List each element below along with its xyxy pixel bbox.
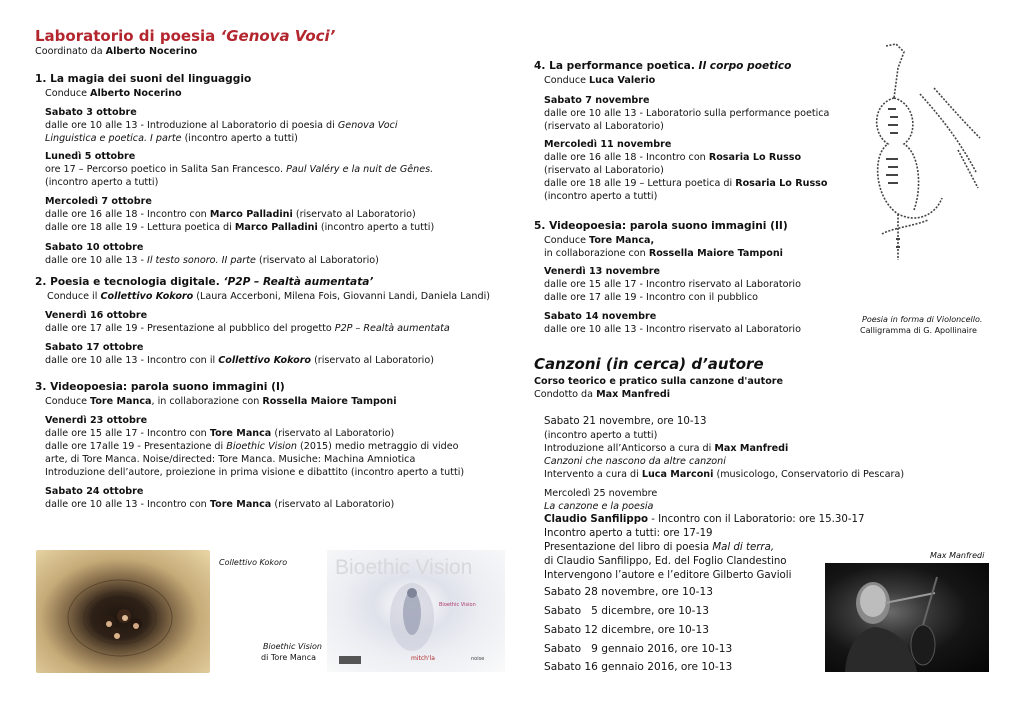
- canzoni-text: (musicologo, Conservatorio di Pescara): [713, 469, 905, 480]
- event-date: Venerdì 16 ottobre: [45, 310, 148, 321]
- event-text: dalle ore 18 alle 19 - Lettura poetica di: [45, 222, 235, 233]
- caption-max-manfredi: Max Manfredi: [930, 551, 985, 560]
- event-text: dalle ore 17alle 19 - Presentazione di: [45, 441, 227, 452]
- event-date: Lunedì 5 ottobre: [45, 151, 136, 162]
- canzoni-line: Intervengono l’autore e l’editore Gilberto Gavioli: [544, 570, 792, 581]
- event-date: Sabato 17 ottobre: [45, 342, 144, 353]
- heading-italic: ‘P2P – Realtà aumentata’: [223, 276, 374, 288]
- event-person: Marco Palladini: [209, 209, 293, 220]
- poster-watermark: Bioethic Vision: [335, 556, 473, 579]
- event-text: dalle ore 15 alle 17 - Incontro con: [45, 428, 210, 439]
- event-text: (riservato al Laboratorio): [271, 428, 395, 439]
- event-line: [45, 120, 398, 132]
- canzoni-line: [544, 469, 904, 481]
- coordinator-name: Alberto Nocerino: [105, 46, 198, 57]
- collettivo-kokoro-photo: [36, 550, 210, 673]
- event-text: ore 17 – Percorso poetico in Salita San Francesco.: [45, 164, 287, 175]
- page-title: [35, 27, 335, 45]
- canzoni-conductor: [534, 389, 670, 401]
- canzoni-date: Sabato 12 dicembre, ore 10-13: [544, 624, 709, 636]
- conduce-name: Collettivo Kokoro: [100, 291, 194, 302]
- canzoni-person: Luca Marconi: [641, 469, 714, 480]
- title-text: Laboratorio di poesia: [35, 27, 221, 45]
- conduce-label: Conduce: [544, 75, 590, 86]
- event-text: dalle ore 10 alle 13 - Incontro con il: [45, 355, 219, 366]
- event-date: Sabato 10 ottobre: [45, 242, 144, 253]
- kokoro-photo-figures: [36, 550, 210, 673]
- section-3-heading: 3. Videopoesia: parola suono immagini (I): [35, 381, 285, 393]
- event-line: [45, 323, 450, 335]
- event-line: Introduzione dell’autore, proiezione in prima visione e dibattito (incontro aperto a tutti): [45, 467, 465, 478]
- event-person: Collettivo Kokoro: [218, 355, 312, 366]
- section-1-heading: 1. La magia dei suoni del linguaggio: [35, 73, 252, 85]
- event-line: [45, 209, 416, 221]
- event-date: Mercoledì 11 novembre: [544, 139, 672, 150]
- event-person: Rosaria Lo Russo: [708, 152, 802, 163]
- event-text: (riservato al Laboratorio): [311, 355, 434, 366]
- event-line: [45, 428, 394, 440]
- event-line: [45, 255, 379, 267]
- event-text: (riservato al Laboratorio): [271, 499, 395, 510]
- canzoni-line: Incontro aperto a tutti: ore 17-19: [544, 528, 713, 539]
- section-4-conduce: [544, 75, 655, 87]
- coordinator-line: [35, 46, 197, 58]
- event-text: (incontro aperto a tutti): [181, 133, 298, 144]
- conductor-label: Condotto da: [534, 389, 597, 400]
- caption-bioethic-author: di Tore Manca: [261, 653, 317, 662]
- event-date: Sabato 24 ottobre: [45, 486, 144, 497]
- cello-calligram-image: [858, 38, 988, 288]
- event-italic: P2P – Realtà aumentata: [334, 323, 450, 334]
- event-date: Mercoledì 7 ottobre: [45, 196, 152, 207]
- conduce-label: Conduce: [544, 235, 590, 246]
- event-date: Sabato 14 novembre: [544, 311, 657, 322]
- section-3-conduce: [45, 396, 397, 408]
- event-line: (riservato al Laboratorio): [544, 121, 664, 132]
- event-text: (incontro aperto a tutti): [317, 222, 435, 233]
- poster-logo-center: mitch'la: [411, 655, 435, 662]
- section-2-heading: [35, 276, 373, 288]
- section-2-conduce: [47, 291, 490, 303]
- event-text: dalle ore 10 alle 13 -: [45, 255, 147, 266]
- event-line: [544, 152, 801, 164]
- canzoni-date: Sabato 21 novembre, ore 10-13: [544, 416, 707, 427]
- event-line: dalle ore 10 alle 13 - Laboratorio sulla performance poetica: [544, 108, 830, 119]
- section-5-heading: 5. Videopoesia: parola suono immagini (II): [534, 220, 788, 232]
- conduce-label: Conduce il: [47, 291, 101, 302]
- canzoni-title: Canzoni (in cerca) d’autore: [534, 355, 764, 373]
- canzoni-date: Sabato 9 gennaio 2016, ore 10-13: [544, 643, 733, 655]
- poster-logo-left: [339, 656, 361, 664]
- event-person: Marco Palladini: [234, 222, 318, 233]
- event-date: Sabato 3 ottobre: [45, 107, 137, 118]
- max-photo-silhouette: [825, 563, 989, 672]
- event-line: (riservato al Laboratorio): [544, 165, 664, 176]
- event-italic: Paul Valéry e la nuit de Gênes.: [286, 164, 434, 175]
- event-text: (2015) medio metraggio di video: [296, 441, 459, 452]
- event-text: dalle ore 10 alle 13 - Incontro con: [45, 499, 210, 510]
- coordinator-prefix: Coordinato da: [35, 46, 106, 57]
- bioethic-vision-poster: [327, 550, 505, 672]
- canzoni-line: [544, 514, 865, 526]
- poster-title: Bioethic Vision: [439, 602, 476, 608]
- event-date: Venerdì 23 ottobre: [45, 415, 148, 426]
- collab-name: Rossella Maiore Tamponi: [648, 248, 783, 259]
- event-text: dalle ore 16 alle 18 - Incontro con: [544, 152, 709, 163]
- event-line: (incontro aperto a tutti): [544, 191, 658, 202]
- heading-italic: Il corpo poetico: [698, 60, 792, 72]
- max-manfredi-photo: [825, 563, 989, 672]
- event-italic: Il testo sonoro. II parte: [147, 255, 256, 266]
- canzoni-text: Intervento a cura di: [544, 469, 642, 480]
- canzoni-subtitle: Corso teorico e pratico sulla canzone d'autore: [534, 376, 784, 387]
- poster-logo-right: noise: [471, 656, 485, 662]
- event-line: arte, di Tore Manca. Noise/directed: Tore Manca. Musiche: Machina Amniotica: [45, 454, 416, 465]
- canzoni-line: Canzoni che nascono da altre canzoni: [544, 456, 726, 467]
- section-4-heading: [534, 60, 791, 72]
- conduce-label: Conduce: [45, 396, 91, 407]
- caption-calligram-title: Poesia in forma di Violoncello.: [862, 315, 983, 324]
- canzoni-date: Sabato 16 gennaio 2016, ore 10-13: [544, 661, 733, 673]
- event-text: dalle ore 17 alle 19 - Presentazione al pubblico del progetto: [45, 323, 335, 334]
- canzoni-person: Max Manfredi: [714, 443, 789, 454]
- conduce-members: (Laura Accerboni, Milena Fois, Giovanni Landi, Daniela Landi): [193, 291, 491, 302]
- canzoni-line: (incontro aperto a tutti): [544, 430, 658, 441]
- canzoni-line: [544, 443, 788, 455]
- event-person: Tore Manca: [209, 428, 272, 439]
- canzoni-line: di Claudio Sanfilippo, Ed. del Foglio Clandestino: [544, 556, 787, 567]
- title-italic: ‘Genova Voci’: [220, 27, 336, 45]
- event-line: dalle ore 10 alle 13 - Incontro riservato al Laboratorio: [544, 324, 801, 335]
- canzoni-italic: Mal di terra,: [712, 542, 775, 553]
- conduce-name: Alberto Nocerino: [90, 88, 182, 99]
- canzoni-person: Claudio Sanfilippo: [544, 514, 649, 525]
- event-line: dalle ore 15 alle 17 - Incontro riservato al Laboratorio: [544, 279, 801, 290]
- event-italic: Linguistica e poetica. I parte: [45, 133, 182, 144]
- canzoni-line: La canzone e la poesia: [544, 501, 654, 512]
- poster-figure: [382, 575, 442, 655]
- event-date: Sabato 7 novembre: [544, 95, 650, 106]
- event-line: [45, 499, 394, 511]
- conduce-name: Tore Manca: [90, 396, 152, 407]
- event-text: (riservato al Laboratorio): [255, 255, 379, 266]
- canzoni-text: Presentazione del libro di poesia: [544, 542, 713, 553]
- event-person: Rosaria Lo Russo: [735, 178, 828, 189]
- event-line: [544, 178, 827, 190]
- section-5-conduce: [544, 235, 654, 247]
- event-line: [45, 222, 434, 234]
- caption-bioethic-title: Bioethic Vision: [263, 642, 322, 651]
- conductor-name: Max Manfredi: [596, 389, 671, 400]
- conduce-name: Tore Manca,: [589, 235, 655, 246]
- conduce-name: Luca Valerio: [589, 75, 656, 86]
- conduce-text: , in collaborazione con: [151, 396, 263, 407]
- event-line: dalle ore 17 alle 19 - Incontro con il pubblico: [544, 292, 759, 303]
- canzoni-text: Introduzione all’Anticorso a cura di: [544, 443, 715, 454]
- canzoni-text: - Incontro con il Laboratorio: ore 15.30-17: [648, 514, 865, 525]
- conduce-name: Rossella Maiore Tamponi: [262, 396, 397, 407]
- canzoni-date: Mercoledì 25 novembre: [544, 488, 658, 499]
- event-italic: Genova Voci: [337, 120, 398, 131]
- heading-text: 4. La performance poetica.: [534, 60, 699, 72]
- section-5-collab: [544, 248, 783, 260]
- event-line: (incontro aperto a tutti): [45, 177, 159, 188]
- event-line: [45, 355, 434, 367]
- event-text: (riservato al Laboratorio): [292, 209, 416, 220]
- canzoni-date: Sabato 5 dicembre, ore 10-13: [544, 605, 709, 617]
- canzoni-line: [544, 542, 774, 554]
- collab-label: in collaborazione con: [544, 248, 649, 259]
- event-text: dalle ore 10 alle 13 - Introduzione al Laboratorio di poesia di: [45, 120, 338, 131]
- caption-kokoro: Collettivo Kokoro: [219, 558, 288, 567]
- event-line: [45, 441, 458, 453]
- section-1-conduce: [45, 88, 182, 100]
- event-line: [45, 133, 298, 145]
- event-person: Tore Manca: [209, 499, 272, 510]
- caption-calligram-author: Calligramma di G. Apollinaire: [860, 326, 977, 335]
- canzoni-date: Sabato 28 novembre, ore 10-13: [544, 586, 713, 598]
- heading-text: 2. Poesia e tecnologia digitale.: [35, 276, 224, 288]
- event-line: [45, 164, 433, 176]
- conduce-label: Conduce: [45, 88, 91, 99]
- event-italic: Bioethic Vision: [226, 441, 297, 452]
- event-text: dalle ore 16 alle 18 - Incontro con: [45, 209, 210, 220]
- event-text: dalle ore 18 alle 19 – Lettura poetica di: [544, 178, 736, 189]
- event-date: Venerdì 13 novembre: [544, 266, 660, 277]
